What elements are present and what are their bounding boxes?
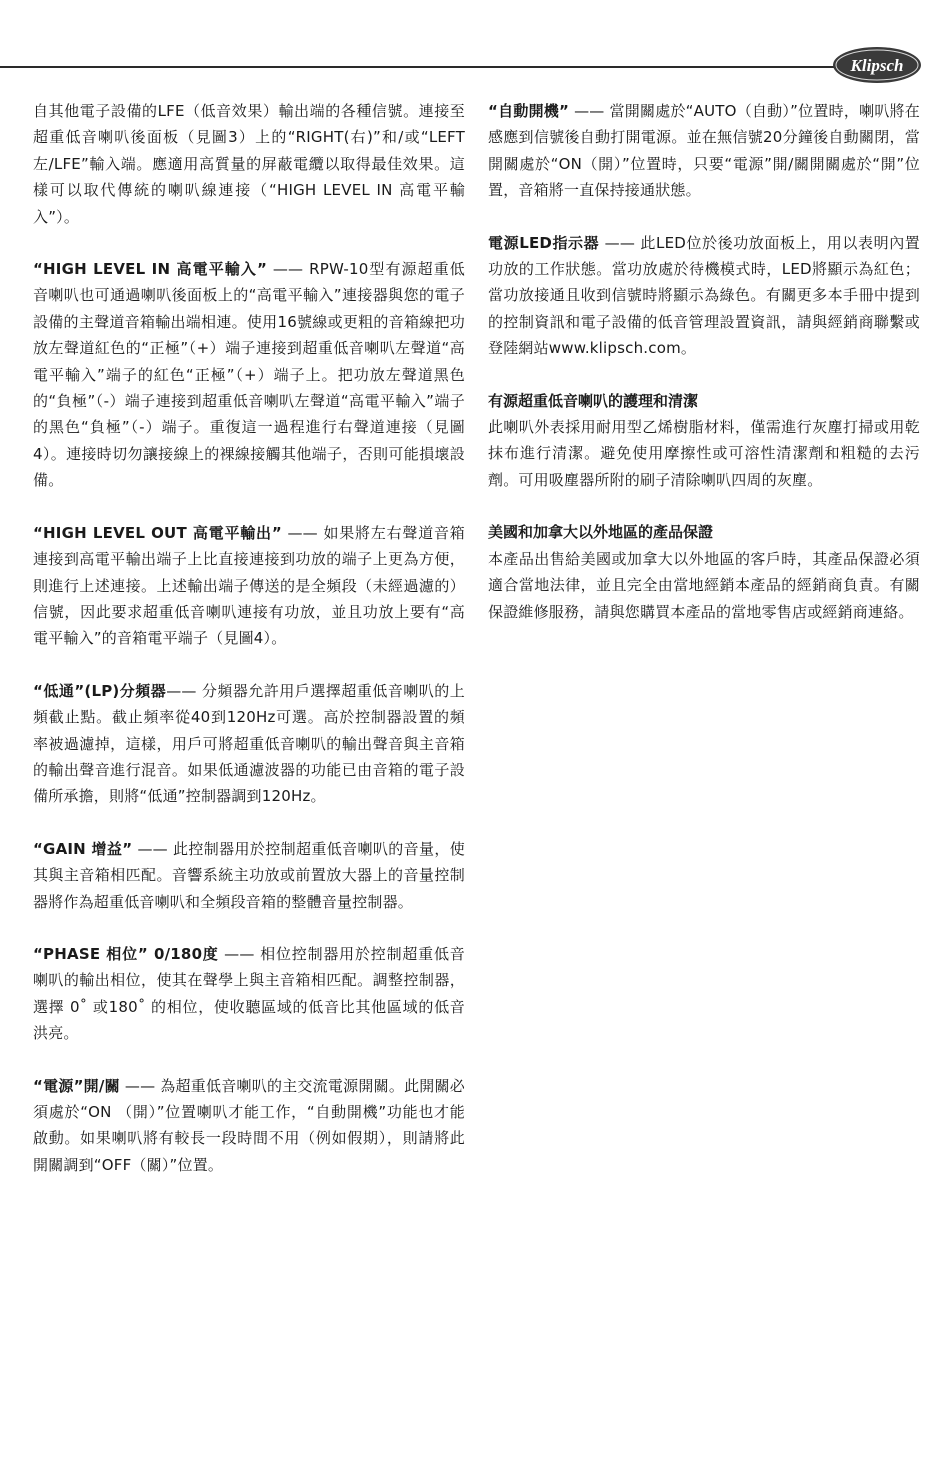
lfe-input-paragraph — [33, 98, 465, 230]
klipsch-logo — [832, 46, 922, 84]
power-led-heading: 電源LED指示器 — [488, 233, 600, 252]
high-level-in-dash: —— — [267, 260, 310, 279]
warranty-text: 本產品出售給美國或加拿大以外地區的客戶時，其產品保證必須適合當地法律，並且完全由當地經銷本產品的經銷商負責。有關保證維修服務，請與您購買本產品的當地零售店或經銷商連絡。 — [488, 549, 920, 621]
power-led-dash: —— — [599, 233, 641, 252]
header-rule — [0, 66, 840, 68]
phase-text: 相位控制器用於控制超重低音喇叭的輸出相位，使其在聲學上與主音箱相匹配。調整控制器，選擇 0˚ 或180˚ 的相位，使收聽區域的低音比其他區域的低音洪亮。 — [33, 944, 465, 1043]
phase-heading: “PHASE 相位” 0/180度 — [33, 944, 219, 963]
high-level-in-text: RPW-10型有源超重低音喇叭也可通過喇叭後面板上的“高電平輸入”連接器與您的電子設備的主聲道音箱輸出端相連。使用16號線或更粗的音箱線把功放左聲道紅色的“正極”（+）端子連接到超重低音喇叭左聲道“高電平輸入”端子的紅色“正極”（+）端子上。把功放左聲道黑色的“負極”（-）端子連接到超重低音喇叭左聲道“高電平輸入”端子的黑色“負極”（-）端子。重復這一過程進行右聲道連接（見圖4）。連接時切勿讓接線上的裸線接觸其他端子，否則可能損壞設備。 — [33, 260, 465, 490]
high-level-in-paragraph — [33, 256, 465, 494]
auto-on-paragraph — [488, 98, 920, 204]
warranty-heading: 美國和加拿大以外地區的產品保證 — [488, 523, 714, 542]
care-heading: 有源超重低音喇叭的護理和清潔 — [488, 391, 699, 410]
phase-dash: —— — [218, 944, 261, 963]
power-switch-text: 為超重低音喇叭的主交流電源開關。此開關必須處於“ON （開）”位置喇叭才能工作，“自動開機”功能也才能啟動。如果喇叭將有較長一段時間不用（例如假期），則請將此開關調到“OFF（關）”位置。 — [33, 1076, 465, 1174]
high-level-out-text: 如果將左右聲道音箱連接到高電平輸出端子上比直接連接到功放的端子上更為方便，則進行上述連接。上述輸出端子傳送的是全頻段（未經過濾的）信號，因此要求超重低音喇叭連接有功放，並且功放上要有“高電平輸入”的音箱電平端子（見圖4）。 — [33, 523, 465, 648]
gain-paragraph — [33, 836, 465, 915]
high-level-in-heading: “HIGH LEVEL IN 高電平輸入” — [33, 260, 267, 279]
auto-on-dash: —— — [569, 102, 610, 120]
low-pass-paragraph — [33, 678, 465, 810]
low-pass-heading: “低通”(LP)分頻器 — [33, 681, 167, 700]
warranty-section — [488, 519, 920, 625]
low-pass-dash: —— — [166, 681, 202, 700]
auto-on-heading: “自動開機” — [488, 102, 570, 120]
high-level-out-paragraph — [33, 520, 465, 652]
high-level-out-dash: —— — [281, 523, 324, 542]
gain-dash: —— — [132, 839, 174, 858]
auto-on-text: 當開關處於“AUTO（自動）”位置時，喇叭將在感應到信號後自動打開電源。並在無信號20分鐘後自動關閉，當開關處於“ON（開）”位置時，只要“電源”開/關開關處於“開”位置，音箱將一直保持接通狀態。 — [488, 102, 920, 200]
lfe-input-text: 自其他電子設備的LFE（低音效果）輸出端的各種信號。連接至超重低音喇叭後面板（見圖3）上的“RIGHT(右)”和/或“LEFT左/LFE”輸入端。應適用高質量的屏蔽電纜以取得最佳效果。這樣可以取代傳統的喇叭線連接（“HIGH LEVEL IN 高電平輸入”）。 — [33, 102, 465, 226]
gain-heading: “GAIN 增益” — [33, 839, 133, 858]
high-level-out-heading: “HIGH LEVEL OUT 高電平輸出” — [33, 523, 282, 542]
power-switch-dash: —— — [119, 1076, 161, 1095]
power-led-text: 此LED位於後功放面板上，用以表明內置功放的工作狀態。當功放處於待機模式時，LED將顯示為紅色；當功放接通且收到信號時將顯示為綠色。有關更多本手冊中提到的控制資訊和電子設備的低音管理設置資訊，請與經銷商聯繫或登陸網站www.klipsch.com。 — [488, 233, 920, 358]
power-led-paragraph — [488, 230, 920, 362]
right-column — [488, 98, 920, 651]
gain-text: 此控制器用於控制超重低音喇叭的音量，使其與主音箱相匹配。音響系統主功放或前置放大器上的音量控制器將作為超重低音喇叭和全頻段音箱的整體音量控制器。 — [33, 839, 466, 911]
left-column — [33, 98, 465, 1204]
power-switch-heading: “電源”開/關 — [33, 1076, 120, 1095]
power-switch-paragraph — [33, 1073, 465, 1179]
klipsch-logo-text: Klipsch — [850, 56, 904, 75]
care-section — [488, 388, 920, 494]
care-text: 此喇叭外表採用耐用型乙烯樹脂材料，僅需進行灰塵打掃或用乾抹布進行清潔。避免使用摩擦性或可溶性清潔劑和粗糙的去污劑。可用吸塵器所附的刷子清除喇叭四周的灰塵。 — [488, 418, 920, 489]
low-pass-text: 分頻器允許用戶選擇超重低音喇叭的上頻截止點。截止頻率從40到120Hz可選。高於控制器設置的頻率被過濾掉，這樣，用戶可將超重低音喇叭的輸出聲音與主音箱的輸出聲音進行混音。如果低通濾波器的功能已由音箱的電子設備所承擔，則將“低通”控制器調到120Hz。 — [33, 681, 465, 806]
phase-paragraph — [33, 941, 465, 1047]
